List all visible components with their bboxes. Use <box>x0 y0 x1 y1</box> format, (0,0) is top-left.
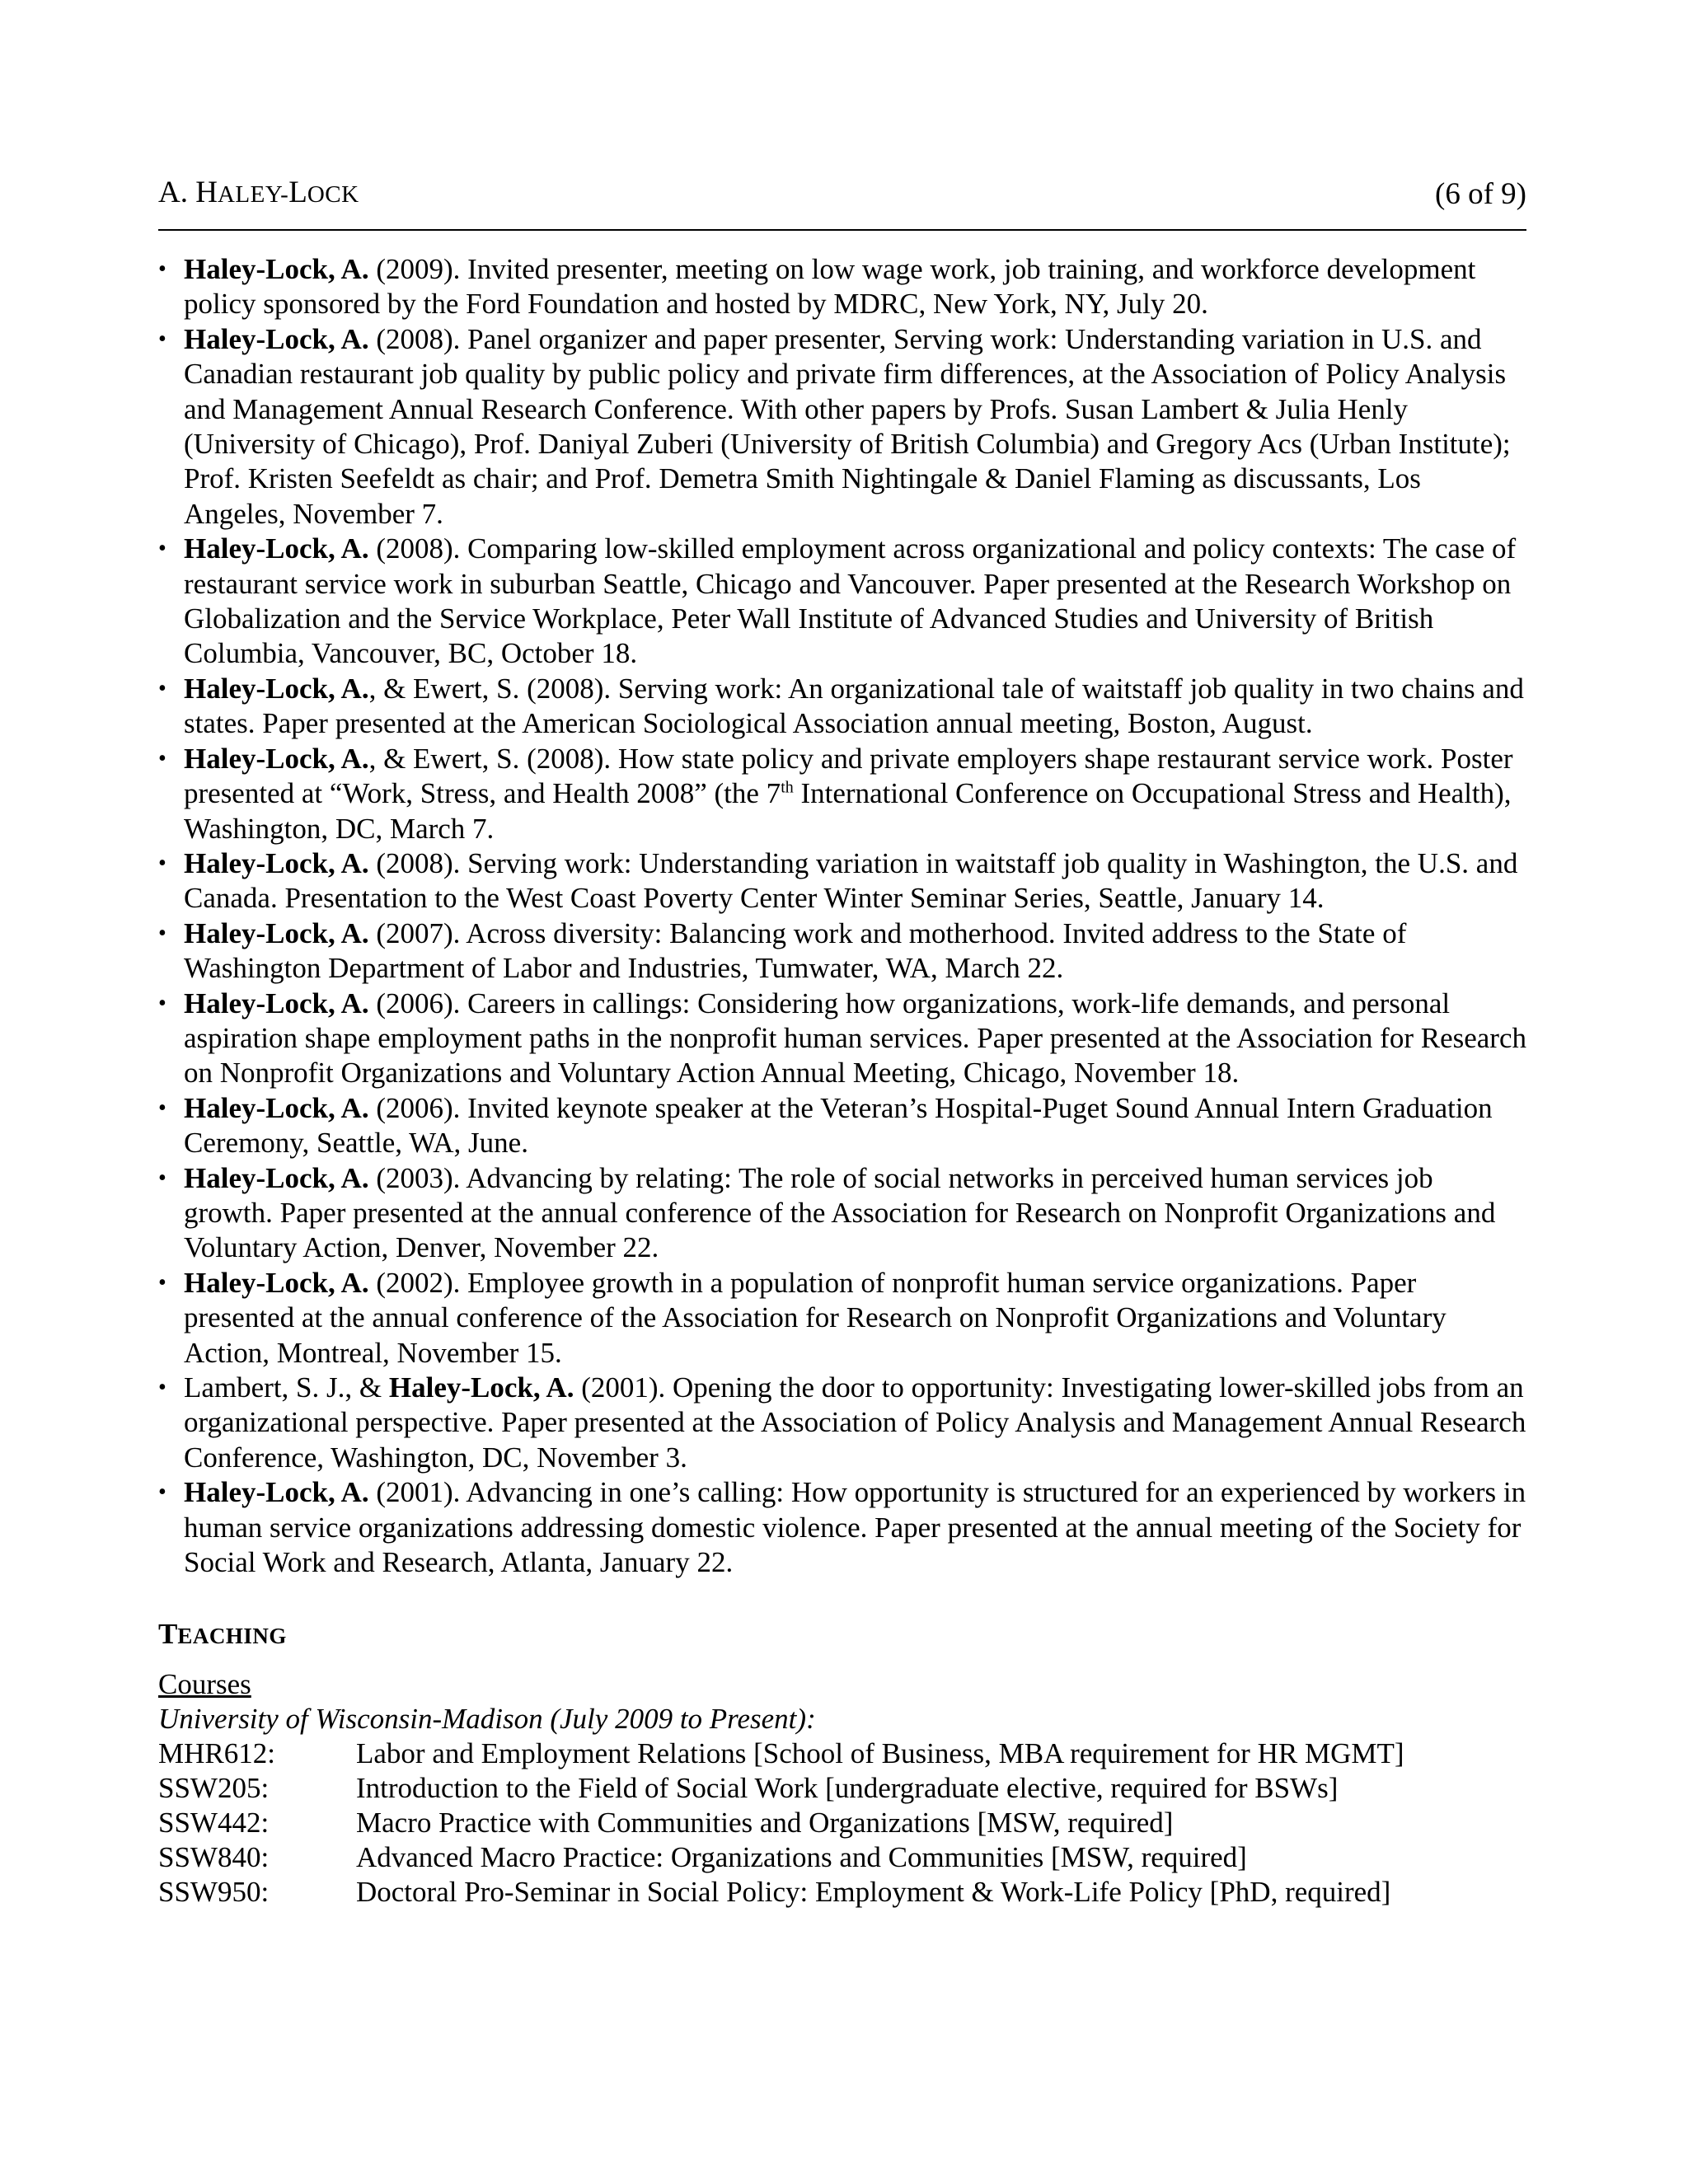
course-description: Advanced Macro Practice: Organizations and Communities [MSW, required] <box>356 1841 1247 1874</box>
presentation-text: (2007). Across diversity: Balancing work and motherhood. Invited address to the State of Washington Department of Labor and Industries, Tumwater, WA, March 22. <box>184 916 1407 985</box>
course-code: MHR612: <box>158 1737 275 1770</box>
presentation-text: (2002). Employee growth in a population of nonprofit human service organizations. Paper presented at the annual conference of the Association for Research on Nonprofit Organizations and Voluntary Action, Montreal, November 15. <box>184 1266 1447 1369</box>
bullet-icon: • <box>158 1165 166 1191</box>
bullet-icon: • <box>158 326 166 352</box>
presentation-author: Haley-Lock, A. <box>184 253 369 285</box>
bullet-icon: • <box>158 745 166 771</box>
presentation-author: Haley-Lock, A. <box>184 742 369 775</box>
presentation-coauthors: Lambert, S. J., & <box>184 1371 389 1404</box>
presentation-text: (2001). Advancing in one’s calling: How opportunity is structured for an experienced by workers in human service organizations addressing domestic violence. Paper presented at the annual meeting of the Society for Social Work and Research, Atlanta, January 22. <box>184 1476 1526 1579</box>
course-row <box>158 1736 1526 1771</box>
presentation-item <box>158 672 1526 742</box>
presentation-item <box>158 916 1526 987</box>
bullet-icon: • <box>158 1269 166 1296</box>
presentation-item <box>158 742 1526 846</box>
bullet-icon: • <box>158 1094 166 1121</box>
presentation-text: (2009). Invited presenter, meeting on low wage work, job training, and workforce development policy sponsored by the Ford Foundation and hosted by MDRC, New York, NY, July 20. <box>184 253 1476 321</box>
presentation-author: Haley-Lock, A. <box>184 322 369 355</box>
courses-heading: Courses <box>158 1668 251 1701</box>
bullet-icon: • <box>158 675 166 701</box>
presentation-item <box>158 987 1526 1091</box>
bullet-icon: • <box>158 850 166 876</box>
course-row <box>158 1875 1526 1910</box>
university-line: University of Wisconsin-Madison (July 2009 to Present): <box>158 1703 816 1736</box>
presentation-author: Haley-Lock, A. <box>184 846 369 879</box>
course-code: SSW442: <box>158 1807 270 1840</box>
course-code: SSW950: <box>158 1876 270 1909</box>
presentation-author: Haley-Lock, A. <box>184 916 369 949</box>
bullet-icon: • <box>158 990 166 1016</box>
presentation-item <box>158 532 1526 672</box>
bullet-icon: • <box>158 536 166 562</box>
presentation-text: , & Ewert, S. (2008). How state policy and private employers shape restaurant service work. Poster presented at “Work, Stress, and Health 2008” (the 7 <box>184 742 1513 810</box>
presentation-text: (2003). Advancing by relating: The role of social networks in perceived human services job growth. Paper presented at the annual conference of the Association for Research on Nonprofit Organizations and Voluntary Action, Denver, November 22. <box>184 1161 1496 1264</box>
presentation-text: (2008). Panel organizer and paper presenter, Serving work: Understanding variation in U.S. and Canadian restaurant job quality by public policy and private firm differences, at the Association of Policy Analysis and Management Annual Research Conference. With other papers by Profs. Susan Lambert & Julia Henly (University of Chicago), Prof. Daniyal Zuberi (University of British Columbia) and Gregory Acs (Urban Institute); Prof. Kristen Seefeldt as chair; and Prof. Demetra Smith Nightingale & Daniel Flaming as discussants, Los Angeles, November 7. <box>184 322 1511 530</box>
course-description: Introduction to the Field of Social Work [undergraduate elective, required for BSWs] <box>356 1772 1339 1805</box>
presentation-author: Haley-Lock, A. <box>184 1266 369 1299</box>
bullet-icon: • <box>158 920 166 946</box>
course-list <box>158 1736 1526 1910</box>
presentation-text-continued: International Conference on Occupational Stress and Health), Washington, DC, March 7. <box>184 777 1512 845</box>
course-code: SSW205: <box>158 1772 270 1805</box>
presentation-item <box>158 1091 1526 1161</box>
course-description: Doctoral Pro-Seminar in Social Policy: Employment & Work-Life Policy [PhD, required] <box>356 1876 1391 1909</box>
presentation-item <box>158 1475 1526 1580</box>
presentation-item <box>158 1161 1526 1266</box>
presentation-author: Haley-Lock, A. <box>184 532 369 565</box>
course-row <box>158 1806 1526 1840</box>
presentation-author: Haley-Lock, A. <box>184 987 369 1019</box>
presentation-item <box>158 1371 1526 1475</box>
presentation-author: Haley-Lock, A. <box>184 672 369 705</box>
presentation-author: Haley-Lock, A. <box>184 1091 369 1124</box>
presentation-text: (2008). Serving work: Understanding variation in waitstaff job quality in Washington, the U.S. and Canada. Presentation to the West Coast Poverty Center Winter Seminar Series, Seattle, January 14. <box>184 846 1518 915</box>
course-code: SSW840: <box>158 1841 270 1874</box>
cv-page <box>158 173 1526 1910</box>
presentation-text: (2001). Opening the door to opportunity: Investigating lower-skilled jobs from an organizational perspective. Paper presented at the Association of Policy Analysis and Management Annual Research Conference, Washington, DC, November 3. <box>184 1371 1526 1474</box>
presentation-author: Haley-Lock, A. <box>184 1161 369 1194</box>
course-description: Macro Practice with Communities and Organizations [MSW, required] <box>356 1807 1174 1840</box>
presentation-author: Haley-Lock, A. <box>184 1476 369 1509</box>
presentation-text: (2008). Comparing low-skilled employment across organizational and policy contexts: The case of restaurant service work in suburban Seattle, Chicago and Vancouver. Paper presented at the Research Workshop on Globalization and the Service Workplace, Peter Wall Institute of Advanced Studies and University of British Columbia, Vancouver, BC, October 18. <box>184 532 1517 670</box>
presentation-item <box>158 322 1526 532</box>
header-page-number: (6 of 9) <box>1435 177 1526 211</box>
presentation-item <box>158 1266 1526 1371</box>
superscript-ordinal: th <box>781 778 794 797</box>
bullet-icon: • <box>158 1479 166 1506</box>
teaching-section-title: TEACHING <box>158 1618 287 1651</box>
presentation-text: (2006). Careers in callings: Considering how organizations, work-life demands, and personal aspiration shape employment paths in the nonprofit human services. Paper presented at the Association for Research on Nonprofit Organizations and Voluntary Action Annual Meeting, Chicago, November 18. <box>184 987 1526 1090</box>
course-description: Labor and Employment Relations [School of Business, MBA requirement for HR MGMT] <box>356 1737 1404 1770</box>
header-author-name: A. HALEY-LOCK <box>158 176 359 209</box>
presentations-list <box>158 252 1526 1580</box>
bullet-icon: • <box>158 1375 166 1400</box>
presentation-text: , & Ewert, S. (2008). Serving work: An organizational tale of waitstaff job quality in two chains and states. Paper presented at the American Sociological Association annual meeting, Boston, August. <box>184 672 1524 740</box>
course-row <box>158 1771 1526 1806</box>
page-header <box>158 173 1526 231</box>
presentation-item <box>158 846 1526 916</box>
bullet-icon: • <box>158 256 166 282</box>
presentation-author: Haley-Lock, A. <box>388 1371 574 1404</box>
presentation-item <box>158 252 1526 322</box>
presentation-text: (2006). Invited keynote speaker at the Veteran’s Hospital-Puget Sound Annual Intern Graduation Ceremony, Seattle, WA, June. <box>184 1091 1493 1160</box>
course-row <box>158 1840 1526 1875</box>
